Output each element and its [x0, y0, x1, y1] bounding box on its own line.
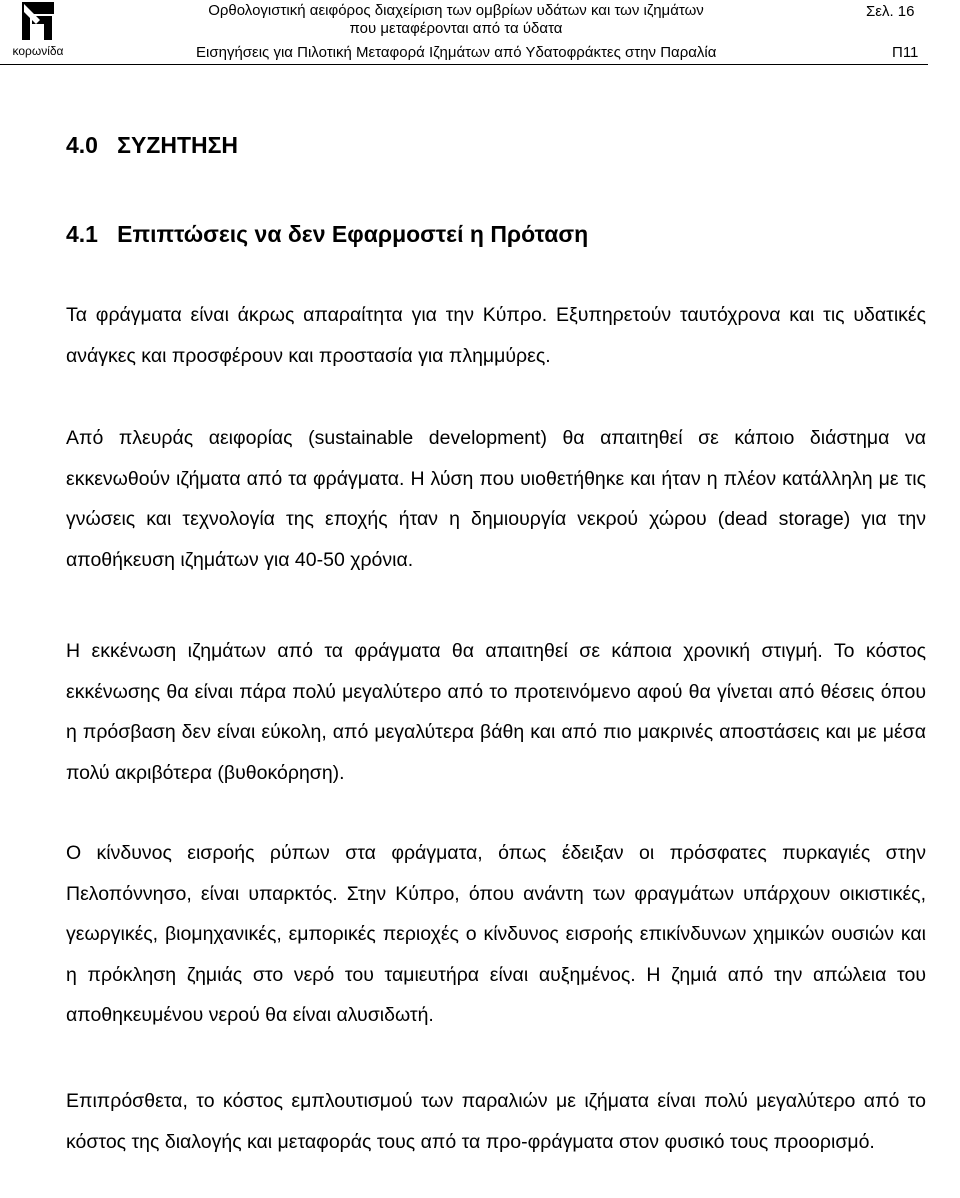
document-code: Π11	[892, 44, 919, 61]
section-heading: 4.0 ΣΥΖΗΤΗΣΗ	[66, 132, 239, 158]
paragraph: Από πλευράς αειφορίας (sustainable development) θα απαιτηθεί σε κάποιο διάστημα να εκκενωθούν ιζήματα από τα φράγματα. Η λύση που υιοθετήθηκε και ήταν η πλέον κατάλληλη με τις γνώσεις και τεχνολογία της εποχής ήταν η δημιουργία νεκρού χώρου (dead storage) για την αποθήκευση ιζημάτων για 40-50 χρόνια.	[66, 427, 926, 571]
subsection-heading: 4.1 Επιπτώσεις να δεν Εφαρμοστεί η Πρόταση	[66, 221, 589, 247]
paragraph: Τα φράγματα είναι άκρως απαραίτητα για την Κύπρο. Εξυπηρετούν ταυτόχρονα και τις υδατικές ανάγκες και προσφέρουν και προστασία για πλημμύρες.	[66, 304, 926, 367]
document-title: Ορθολογιστική αειφόρος διαχείριση των ομβρίων υδάτων και των ιζημάτων που μεταφέρονται από τα ύδατα	[208, 2, 704, 37]
paragraph: Επιπρόσθετα, το κόστος εμπλουτισμού των παραλιών με ιζήματα είναι πολύ μεγαλύτερο από το κόστος της διαλογής και μεταφοράς τους από τα προ-φράγματα στον φυσικό τους προορισμό.	[66, 1090, 926, 1153]
logo-label: κορωνίδα	[12, 44, 64, 58]
logo	[10, 0, 66, 60]
page-number: Σελ. 16	[866, 3, 915, 20]
page-header	[0, 0, 960, 68]
paragraph: Η εκκένωση ιζημάτων από τα φράγματα θα απαιτηθεί σε κάποια χρονική στιγμή. Το κόστος εκκένωσης θα είναι πάρα πολύ μεγαλύτερο από το προτεινόμενο αφού θα γίνεται από θέσεις όπου η πρόσβαση δεν είναι εύκολη, από μεγαλύτερα βάθη και από πιο μακρινές αποστάσεις και με μέσα πολύ ακριβότερα (βυθοκόρηση).	[66, 640, 926, 784]
paragraph: Ο κίνδυνος εισροής ρύπων στα φράγματα, όπως έδειξαν οι πρόσφατες πυρκαγιές στην Πελοπόννησο, είναι υπαρκτός. Στην Κύπρο, όπου ανάντη των φραγμάτων υπάρχουν οικιστικές, γεωργικές, βιομηχανικές, εμπορικές περιοχές ο κίνδυνος εισροής επικίνδυνων χημικών ουσιών και η πρόκληση ζημιάς στο νερό του ταμιευτήρα είναι αυξημένος. Η ζημιά από την απώλεια του αποθηκευμένου νερού θα είναι αλυσιδωτή.	[66, 842, 926, 1026]
koronida-logo-icon	[18, 0, 58, 42]
document-subtitle: Εισηγήσεις για Πιλοτική Μεταφορά Ιζημάτων από Υδατοφράκτες στην Παραλία	[196, 44, 717, 61]
header-divider	[0, 64, 928, 65]
